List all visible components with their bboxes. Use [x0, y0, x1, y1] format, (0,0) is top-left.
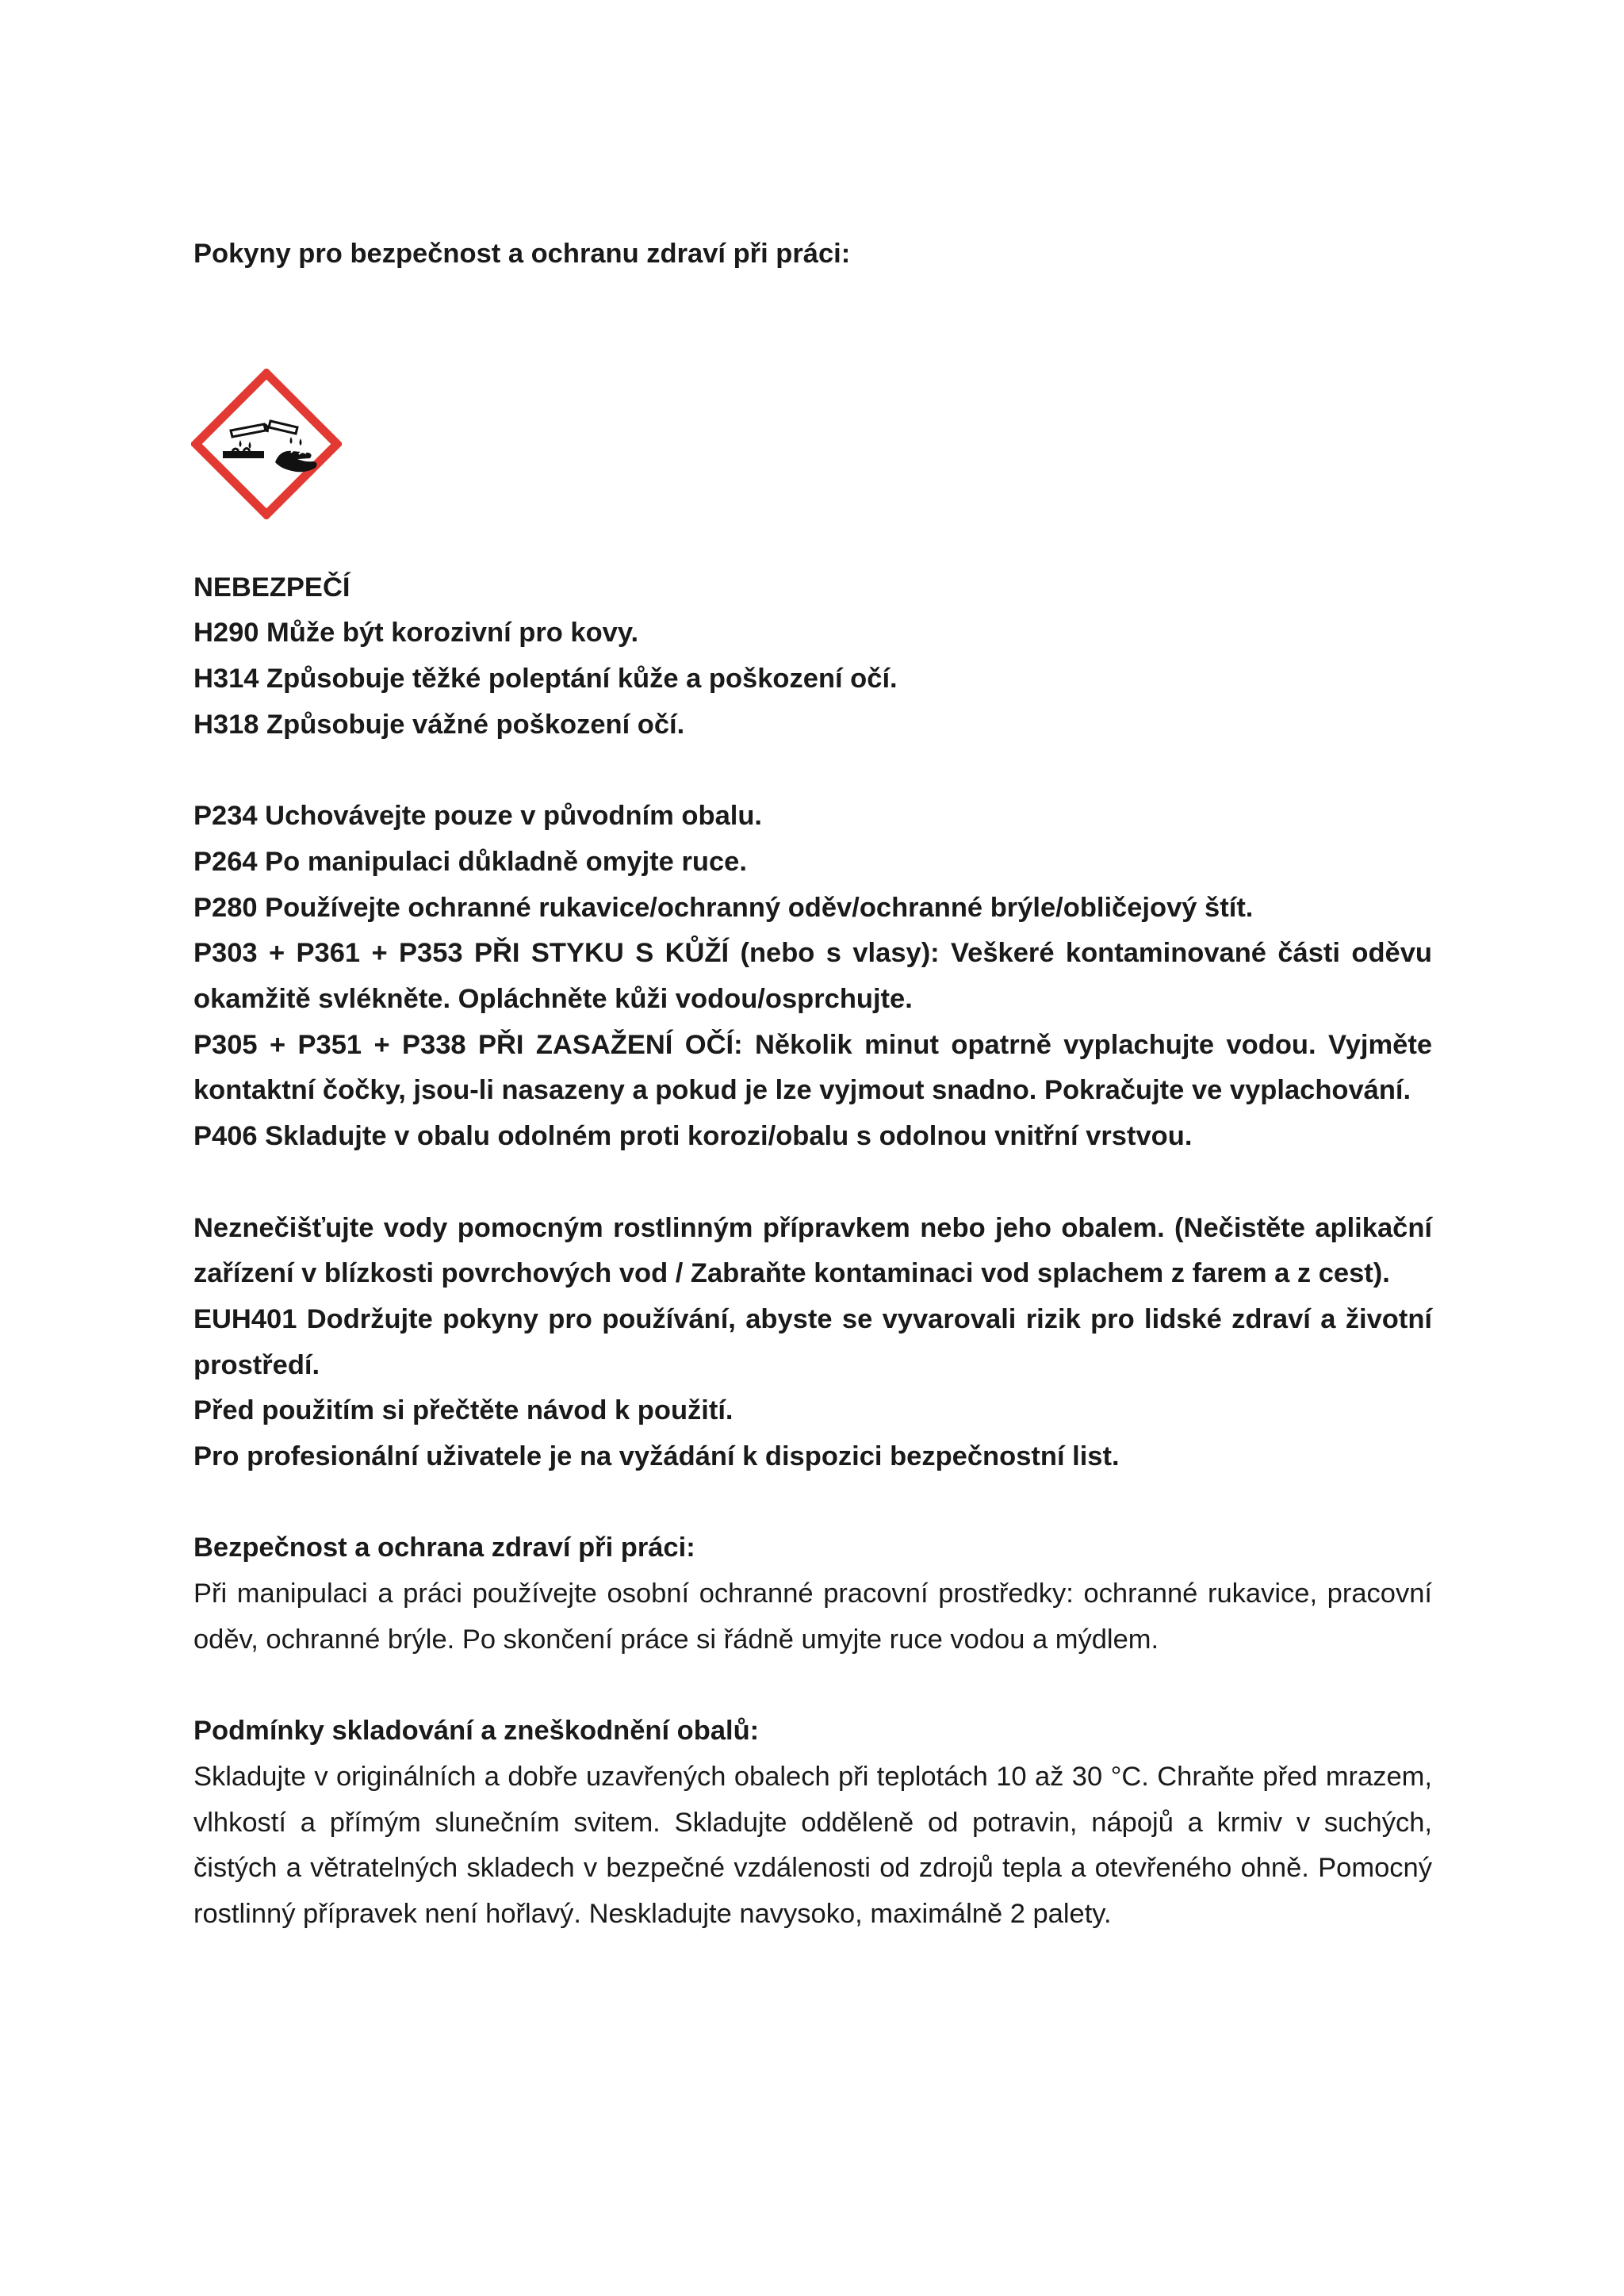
- hazard-block: [193, 565, 1432, 748]
- additional-block: [193, 1206, 1432, 1480]
- page-title: Pokyny pro bezpečnost a ochranu zdraví při práci:: [193, 239, 851, 269]
- precautionary-statement: P303 + P361 + P353 PŘI STYKU S KŮŽÍ (nebo s vlasy): Veškeré kontaminované části oděvu okamžitě svlékněte. Opláchněte kůži vodou/osprchujte.: [193, 938, 1432, 1015]
- document-content: [193, 232, 1432, 1938]
- safety-section-title: Bezpečnost a ochrana zdraví při práci:: [193, 1533, 695, 1563]
- safety-section: [193, 1525, 1432, 1663]
- storage-section-text: Skladujte v originálních a dobře uzavřených obalech při teplotách 10 až 30 °C. Chraňte před mrazem, vlhkostí a přímým slunečním svitem. Skladujte odděleně od potravin, nápojů a krmiv v suchých, čistých a větratelných skladech v bezpečné vzdálenosti od zdrojů tepla a otevřeného ohně. Pomocný rostlinný přípravek není hořlavý. Neskladujte navysoko, maximálně 2 palety.: [193, 1761, 1432, 1930]
- additional-statement: EUH401 Dodržujte pokyny pro používání, abyste se vyvarovali rizik pro lidské zdraví a životní prostředí.: [193, 1303, 1432, 1380]
- precautionary-statement: P280 Používejte ochranné rukavice/ochranný oděv/ochranné brýle/obličejový štít.: [193, 892, 1254, 923]
- hazard-statement: H290 Může být korozivní pro kovy.: [193, 618, 639, 649]
- precautionary-statement: P234 Uchovávejte pouze v původním obalu.: [193, 801, 763, 832]
- signal-word: NEBEZPEČÍ: [193, 572, 350, 603]
- storage-section: [193, 1709, 1432, 1938]
- additional-statement: Neznečišťujte vody pomocným rostlinným přípravkem nebo jeho obalem. (Nečistěte aplikační zařízení v blízkosti povrchových vod / Zabraňte kontaminaci vod splachem z farem a z cest).: [193, 1212, 1432, 1289]
- hazard-statement: H314 Způsobuje těžké poleptání kůže a poškození očí.: [193, 664, 898, 695]
- hazard-statement: H318 Způsobuje vážné poškození očí.: [193, 709, 685, 740]
- precautionary-statement: P406 Skladujte v obalu odolném proti korozi/obalu s odolnou vnitřní vrstvou.: [193, 1121, 1193, 1152]
- precautionary-block: [193, 794, 1432, 1160]
- precautionary-statement: P264 Po manipulaci důkladně omyjte ruce.: [193, 846, 747, 877]
- precautionary-statement: P305 + P351 + P338 PŘI ZASAŽENÍ OČÍ: Několik minut opatrně vyplachujte vodou. Vyjměte kontaktní čočky, jsou-li nasazeny a pokud je lze vyjmout snadno. Pokračujte ve vyplachování.: [193, 1029, 1432, 1106]
- safety-section-text: Při manipulaci a práci používejte osobní ochranné pracovní prostředky: ochranné rukavice, pracovní oděv, ochranné brýle. Po skončení práce si řádně umyjte ruce vodou a mýdlem.: [193, 1578, 1432, 1655]
- additional-statement: Před použitím si přečtěte návod k použití.: [193, 1395, 733, 1426]
- storage-section-title: Podmínky skladování a zneškodnění obalů:: [193, 1716, 760, 1747]
- ghs05-corrosion-icon: [191, 369, 342, 519]
- additional-statement: Pro profesionální uživatele je na vyžádání k dispozici bezpečnostní list.: [193, 1441, 1120, 1472]
